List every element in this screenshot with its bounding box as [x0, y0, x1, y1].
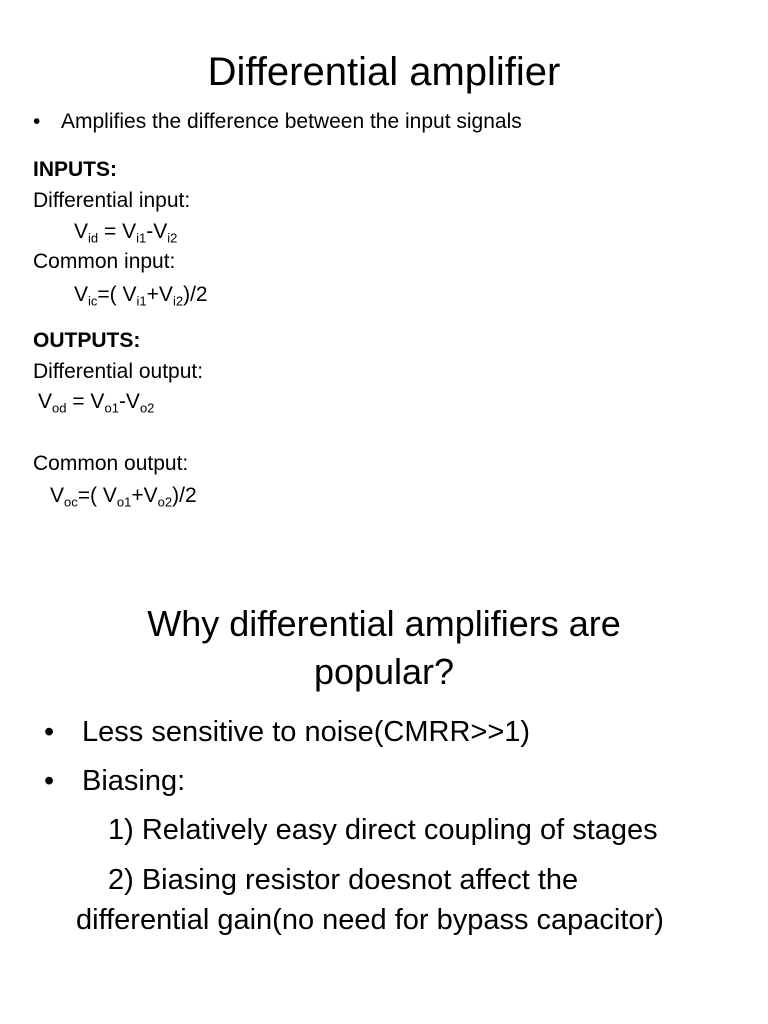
bullet-dot: • — [44, 716, 55, 748]
slide1-title: Differential amplifier — [207, 50, 561, 94]
vod-formula: $V_{od} = V_{o1}-V_{o2}$ — [38, 390, 155, 416]
voc-formula: $V_{oc}=$( $V_{o1}+V_{o2})/2$ — [50, 484, 197, 510]
inputs-header: INPUTS: — [33, 158, 117, 181]
common-input-label: Common input: — [33, 250, 176, 273]
slide2-title-line1: Why differential amplifiers are — [147, 603, 621, 644]
vid-formula: $V_{id} = V_{i1}-V_{i2}$ — [74, 220, 178, 246]
bullet-dot: • — [33, 110, 41, 133]
slide2-bullet-1 — [44, 716, 530, 749]
diff-output-label: Differential output: — [33, 360, 204, 383]
slide2-bullet-2-text: Biasing: — [82, 765, 186, 797]
slide2-bullet-2 — [44, 765, 185, 798]
slide1-bullet-text: Amplifies the difference between the input signals — [61, 110, 522, 133]
slide2-bullet-1-text: Less sensitive to noise(CMRR>>1) — [82, 716, 531, 748]
biasing-item-1: 1) Relatively easy direct coupling of stages — [108, 814, 658, 846]
biasing-item-2-line1: 2) Biasing resistor doesnot affect the — [108, 864, 579, 896]
common-output-label: Common output: — [33, 452, 189, 475]
diff-input-label: Differential input: — [33, 189, 191, 212]
slide2-title — [0, 600, 768, 696]
slide2-title-line2: popular? — [313, 651, 455, 692]
slide1-bullet — [33, 110, 522, 134]
biasing-item-2-line2: differential gain(no need for bypass capacitor) — [76, 904, 664, 936]
bullet-dot: • — [44, 765, 55, 797]
outputs-header: OUTPUTS: — [33, 329, 141, 352]
vic-formula: $V_{ic}=$( $V_{i1}+V_{i2})/2$ — [74, 283, 208, 309]
